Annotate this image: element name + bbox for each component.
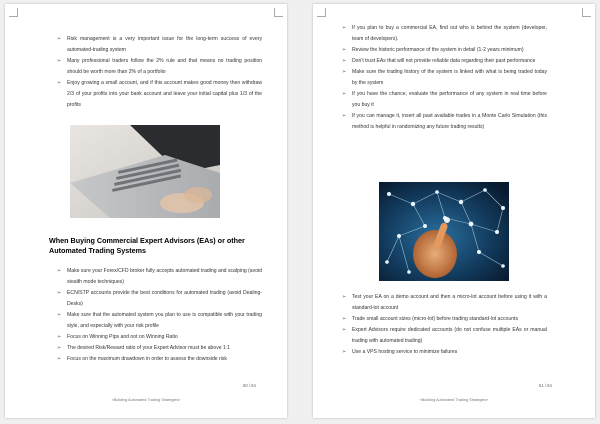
arrow-bullet-icon: ➢ [342,327,347,333]
section-heading: When Buying Commercial Expert Advisors (EAs) or other Automated Trading Systems [49,236,245,255]
arrow-bullet-icon: ➢ [57,58,62,64]
list-item: ➢ If you can manage it, insert all past available trades in a Monte Carlo Simulation (this method is helpful in randomizing any future trading results) [342,113,547,130]
left-page [5,4,287,418]
arrow-bullet-icon: ➢ [342,113,347,119]
arrow-bullet-icon: ➢ [57,290,62,296]
arrow-bullet-icon: ➢ [57,268,62,274]
left-top-bullet-list [57,34,262,111]
network-hand-photo [379,182,509,281]
arrow-bullet-icon: ➢ [342,69,347,75]
list-item: ➢ Expert Advisors require dedicated accounts (do not confuse multiple EAs or manual trading with automated trading) [342,327,547,344]
crop-mark [582,8,591,17]
list-item: ➢ Review the historic performance of the system in detail (1-2 years minimum) [342,45,547,56]
crop-mark [274,8,283,17]
arrow-bullet-icon: ➢ [342,294,347,300]
list-item: ➢ Make sure the trading history of the system is linked with what is being traded today by the system [342,69,547,86]
arrow-bullet-icon: ➢ [57,80,62,86]
list-item: ➢ If you have the chance, evaluate the performance of any system in real time before you buy it [342,91,547,108]
list-item: ➢ Don't trust EAs that will not provide reliable data regarding their past performance [342,56,547,67]
list-item: ➢ Make sure your Forex/CFD broker fully accepts automated trading and scalping (avoid stealth mode techniques) [57,268,262,285]
arrow-bullet-icon: ➢ [57,312,62,318]
page-footer: «Building Automated Trading Strategies» [419,398,489,402]
list-item: ➢ ECN/STP accounts provide the best conditions for automated trading (avoid Dealing-Desks) [57,290,262,307]
list-item: ➢ The desired Risk/Reward ratio of your Expert Advisor must be above 1:1 [57,343,262,354]
list-item: ➢ Use a VPS hosting service to minimize failures [342,347,547,358]
arrow-bullet-icon: ➢ [57,356,62,362]
page-footer: «Building Automated Trading Strategies» [111,398,181,402]
laptop-photo [70,125,220,218]
arrow-bullet-icon: ➢ [342,349,347,355]
arrow-bullet-icon: ➢ [57,36,62,42]
list-item: ➢ Many professional traders follow the 2% rule and that means no trading position should be worth more than 2% of a portfolio [57,58,262,75]
crop-mark [9,8,18,17]
left-bottom-bullet-list [57,266,262,365]
page-number: 50 / 64 [243,383,256,388]
crop-mark [317,8,326,17]
list-item: ➢ Risk management is a very important issue for the long-term success of every automated-trading system [57,36,262,53]
right-page [313,4,595,418]
list-item: ➢ Make sure that the automated system you plan to use is compatible with your trading style, and especially with your risk profile [57,312,262,329]
arrow-bullet-icon: ➢ [342,47,347,53]
arrow-bullet-icon: ➢ [342,316,347,322]
right-bottom-bullet-list [342,292,547,358]
arrow-bullet-icon: ➢ [342,25,347,31]
arrow-bullet-icon: ➢ [57,345,62,351]
arrow-bullet-icon: ➢ [342,58,347,64]
list-item: ➢ Test your EA on a demo account and then a micro-lot account before using it with a standard-lot account [342,294,547,311]
list-item: ➢ Focus on the maximum drawdown in order to assess the downside risk [57,354,262,365]
list-item: ➢ If you plan to buy a commercial EA, find out who is behind the system (developer, team of developers). [342,25,547,42]
arrow-bullet-icon: ➢ [57,334,62,340]
list-item: ➢ Trade small account sizes (micro-lot) before trading standard-lot accounts [342,314,547,325]
arrow-bullet-icon: ➢ [342,91,347,97]
right-top-bullet-list [342,23,547,133]
list-item: ➢ Focus on Winning Pips and not on Winning Ratio [57,332,262,343]
page-number: 51 / 64 [539,383,552,388]
list-item: ➢ Enjoy growing a small account, and if this account makes good money then withdraw 2/3 of your profits into your bank account and leave your initial capital plus 1/3 of the profits [57,80,262,108]
